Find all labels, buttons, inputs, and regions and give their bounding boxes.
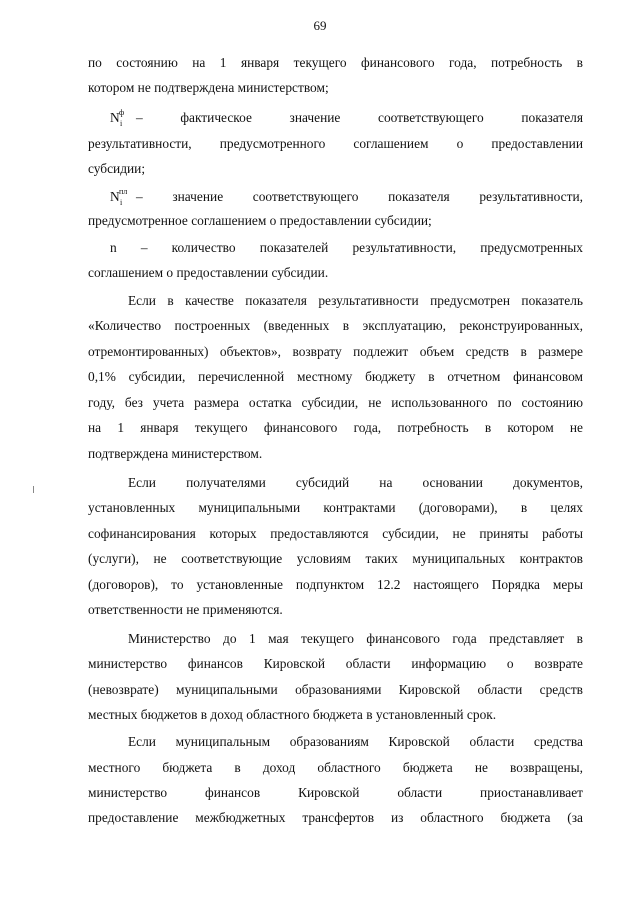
paragraph-line: по состоянию на 1 января текущего финансового года, потребность в [88,55,583,70]
paragraph-line: Министерство до 1 мая текущего финансового года представляет в [128,631,583,646]
paragraph-line: (услуги), не соответствующие условиям таких муниципальных контрактов [88,551,583,566]
paragraph-line: подтверждена министерством. [88,446,263,461]
paragraph-line: n – количество показателей результативности, предусмотренных [110,240,583,255]
paragraph-line: котором не подтверждена министерством; [88,80,329,95]
formula-definition-planned [110,189,583,205]
formula-symbol-actual: N ф i [110,108,125,128]
paragraph-line: местных бюджетов в доход областного бюджета в установленный срок. [88,707,497,722]
paragraph-line: «Количество построенных (введенных в эксплуатацию, реконструированных, [88,318,583,333]
paragraph-line: предоставление межбюджетных трансфертов из областного бюджета (за [88,810,583,825]
paragraph-line: Если получателями субсидий на основании документов, [128,475,583,490]
page-number: 69 [313,18,327,33]
paragraph-line: министерство финансов Кировской области приостанавливает [88,785,583,800]
paragraph-line: местного бюджета в доход областного бюджета не возвращены, [88,760,583,775]
paragraph-line: установленных муниципальными контрактами (договорами), в целях [88,500,583,515]
formula-symbol-planned: N пл i [110,187,128,207]
paragraph-line: (невозврате) муниципальными образованиями Кировской области средств [88,682,583,697]
paragraph-line: на 1 января текущего финансового года, потребность в котором не [88,420,583,435]
paragraph-line: Если в качестве показателя результативности предусмотрен показатель [128,293,583,308]
formula-definition-actual [110,110,583,126]
paragraph-line: ответственности не применяются. [88,602,283,617]
paragraph-line: результативности, предусмотренного соглашением о предоставлении [88,136,583,151]
margin-mark [33,486,34,493]
paragraph-line: министерство финансов Кировской области информацию о возврате [88,656,583,671]
paragraph-line: соглашением о предоставлении субсидии. [88,265,329,280]
paragraph-line: предусмотренное соглашением о предоставлении субсидии; [88,213,432,228]
paragraph-line: (договоров), то установленные подпунктом 12.2 настоящего Порядка меры [88,577,583,592]
paragraph-line: году, без учета размера остатка субсидии, не использованного по состоянию [88,395,583,410]
paragraph-line: Если муниципальным образованиям Кировской области средства [128,734,583,749]
paragraph-line: 0,1% субсидии, перечисленной местному бюджету в отчетном финансовом [88,369,583,384]
paragraph-line: отремонтированных) объектов», возврату подлежит объем средств в размере [88,344,583,359]
paragraph-line: софинансирования которых предоставляются субсидии, не приняты работы [88,526,583,541]
paragraph-line: – значение соответствующего показателя результативности, [136,189,583,204]
paragraph-line: – фактическое значение соответствующего показателя [136,110,583,125]
paragraph-line: субсидии; [88,161,146,176]
